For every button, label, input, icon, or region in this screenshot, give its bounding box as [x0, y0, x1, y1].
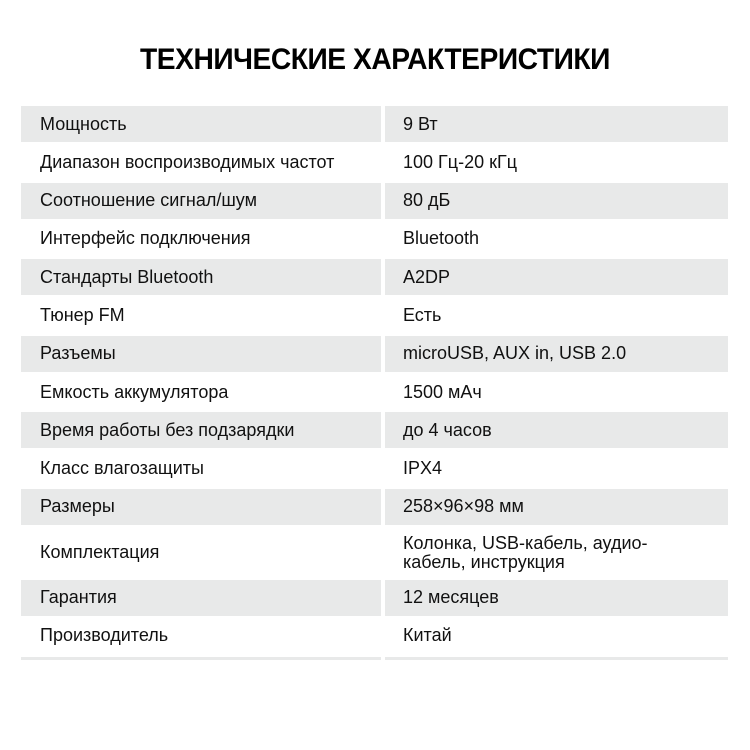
spec-row-manufacturer [21, 618, 728, 654]
spec-key: Мощность [21, 106, 381, 142]
spec-value: 100 Гц-20 кГц [403, 151, 518, 172]
spec-key: Производитель [40, 625, 169, 646]
spec-key: Класс влагозащиты [40, 458, 204, 479]
spec-value: 1500 мАч [403, 381, 482, 402]
spec-value: 80 дБ [385, 183, 728, 219]
spec-value: Китай [403, 625, 452, 646]
spec-row-warranty [21, 580, 728, 616]
spec-row-power [21, 106, 728, 142]
spec-key: Комплектация [40, 541, 160, 562]
spec-row-package-contents [21, 527, 728, 577]
spec-value-line: Колонка, USB-кабель, аудио- [403, 532, 648, 553]
page-title: ТЕХНИЧЕСКИЕ ХАРАКТЕРИСТИКИ [140, 43, 610, 76]
spec-key: Гарантия [21, 580, 381, 616]
spec-value: IPX4 [403, 458, 443, 479]
spec-row-battery-capacity [21, 374, 728, 410]
spec-value: 258×96×98 мм [385, 489, 728, 525]
specs-table [21, 106, 728, 656]
divider-left [21, 657, 381, 660]
spec-key: Соотношение сигнал/шум [21, 183, 381, 219]
table-bottom-divider [21, 657, 728, 660]
spec-value: A2DP [385, 259, 728, 295]
spec-key: Время работы без подзарядки [21, 412, 381, 448]
spec-value: microUSB, AUX in, USB 2.0 [385, 336, 728, 372]
spec-value: 9 Вт [385, 106, 728, 142]
spec-key: Размеры [21, 489, 381, 525]
spec-row-fm-tuner [21, 297, 728, 333]
spec-row-battery-life [21, 412, 728, 448]
spec-row-dimensions [21, 489, 728, 525]
spec-value: 12 месяцев [385, 580, 728, 616]
divider-right [385, 657, 728, 660]
spec-row-frequency-range [21, 144, 728, 180]
spec-key: Диапазон воспроизводимых частот [40, 151, 335, 172]
spec-value: до 4 часов [385, 412, 728, 448]
spec-row-connectors [21, 336, 728, 372]
spec-value-line: кабель, инструкция [403, 551, 565, 572]
spec-row-interface [21, 221, 728, 257]
spec-value [385, 527, 728, 577]
spec-value: Есть [403, 304, 442, 325]
spec-key: Разъемы [21, 336, 381, 372]
spec-row-water-protection [21, 451, 728, 487]
spec-key: Тюнер FM [40, 304, 125, 325]
spec-row-bluetooth-standards [21, 259, 728, 295]
spec-value: Bluetooth [403, 228, 480, 249]
spec-key: Стандарты Bluetooth [21, 259, 381, 295]
spec-row-snr [21, 183, 728, 219]
spec-key: Интерфейс подключения [40, 228, 251, 249]
spec-key: Емкость аккумулятора [40, 381, 229, 402]
